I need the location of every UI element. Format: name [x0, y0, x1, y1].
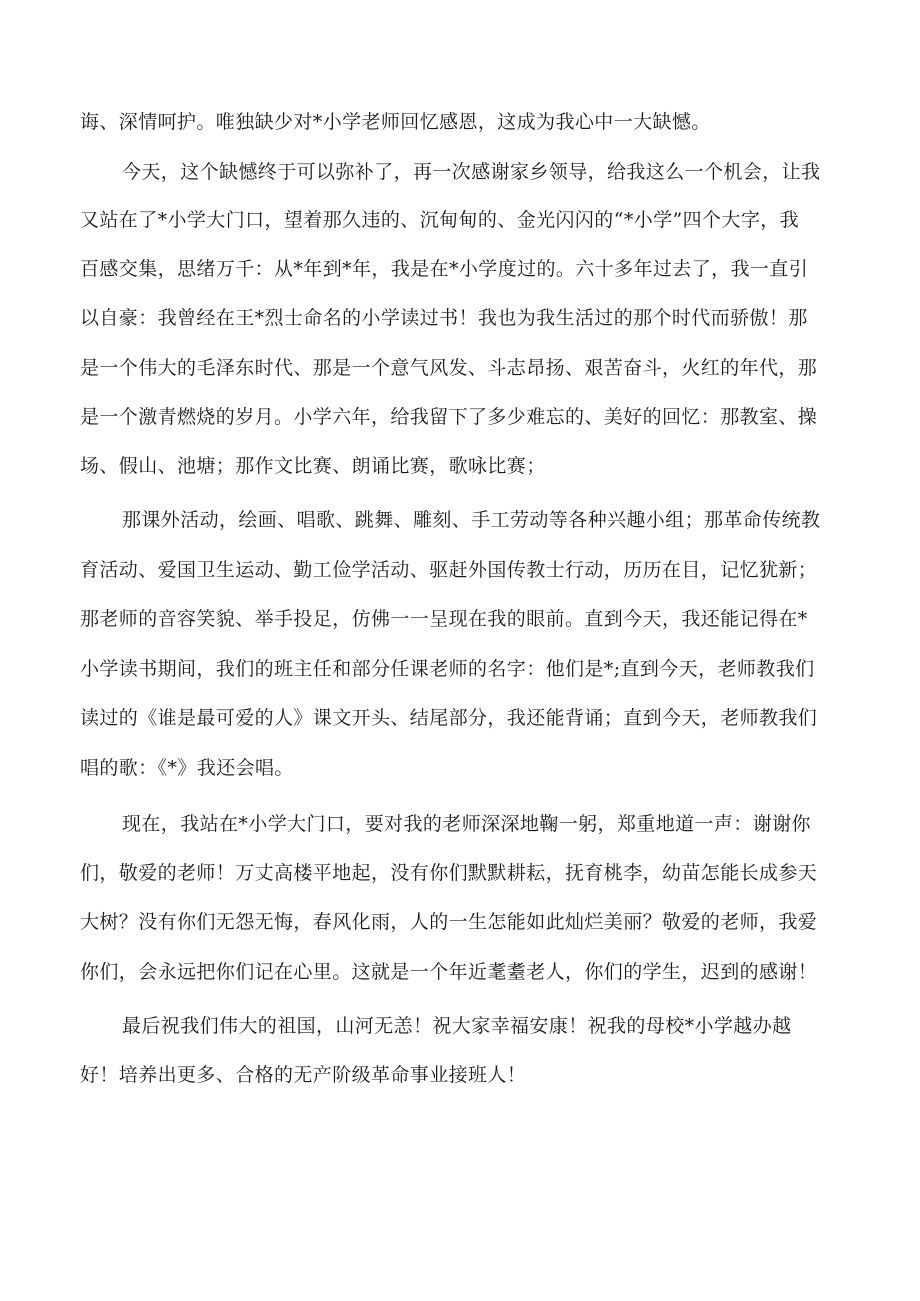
text-line: 又站在了*小学大门口，望着那久违的、沉甸甸的、金光闪闪的“*小学”四个大字，我 — [80, 209, 800, 231]
text-line: 育活动、爱国卫生运动、勤工俭学活动、驱赶外国传教士行动，历历在目，记忆犹新； — [80, 559, 818, 581]
text-line: 今天，这个缺憾终于可以弥补了，再一次感谢家乡领导，给我这么一个机会，让我 — [122, 161, 821, 183]
text-line: 最后祝我们伟大的祖国，山河无恙！祝大家幸福安康！祝我的母校*小学越办越 — [122, 1015, 792, 1037]
text-line: 大树？没有你们无怨无悔，春风化雨，人的一生怎能如此灿烂美丽？敬爱的老师，我爱 — [80, 911, 818, 933]
text-line: 唱的歌：《*》我还会唱。 — [80, 757, 294, 779]
text-line: 小学读书期间，我们的班主任和部分任课老师的名字：他们是*;直到今天，老师教我们 — [80, 658, 815, 680]
text-line: 读过的《谁是最可爱的人》课文开头、结尾部分，我还能背诵；直到今天，老师教我们 — [80, 707, 818, 729]
text-line: 百感交集，思绪万千：从*年到*年，我是在*小学度过的。六十多年过去了，我一直引 — [80, 258, 809, 280]
text-line: 好！培养出更多、合格的无产阶级革命事业接班人！ — [80, 1064, 527, 1086]
text-line: 是一个伟大的毛泽东时代、那是一个意气风发、斗志昂扬、艰苦奋斗，火红的年代，那 — [80, 357, 818, 379]
text-line: 们，敬爱的老师！万丈高楼平地起，没有你们默默耕耘，抚育桃李，幼苗怎能长成参天 — [80, 862, 818, 884]
text-line: 那老师的音容笑貌、举手投足，仿佛一一呈现在我的眼前。直到今天，我还能记得在* — [80, 608, 808, 630]
text-line: 以自豪：我曾经在王*烈士命名的小学读过书！我也为我生活过的那个时代而骄傲！那 — [80, 307, 808, 329]
text-line: 你们，会永远把你们记在心里。这就是一个年近耄耋老人，你们的学生，迟到的感谢！ — [80, 961, 818, 983]
text-line: 现在，我站在*小学大门口，要对我的老师深深地鞠一躬，郑重地道一声：谢谢你 — [122, 813, 811, 835]
text-line: 诲、深情呵护。唯独缺少对*小学老师回忆感恩，这成为我心中一大缺憾。 — [80, 111, 711, 133]
text-line: 场、假山、池塘；那作文比赛、朗诵比赛，歌咏比赛； — [80, 455, 546, 477]
text-line: 是一个激青燃烧的岁月。小学六年，给我留下了多少难忘的、美好的回忆：那教室、操 — [80, 406, 818, 428]
text-line: 那课外活动，绘画、唱歌、跳舞、雕刻、手工劳动等各种兴趣小组；那革命传统教 — [122, 509, 821, 531]
